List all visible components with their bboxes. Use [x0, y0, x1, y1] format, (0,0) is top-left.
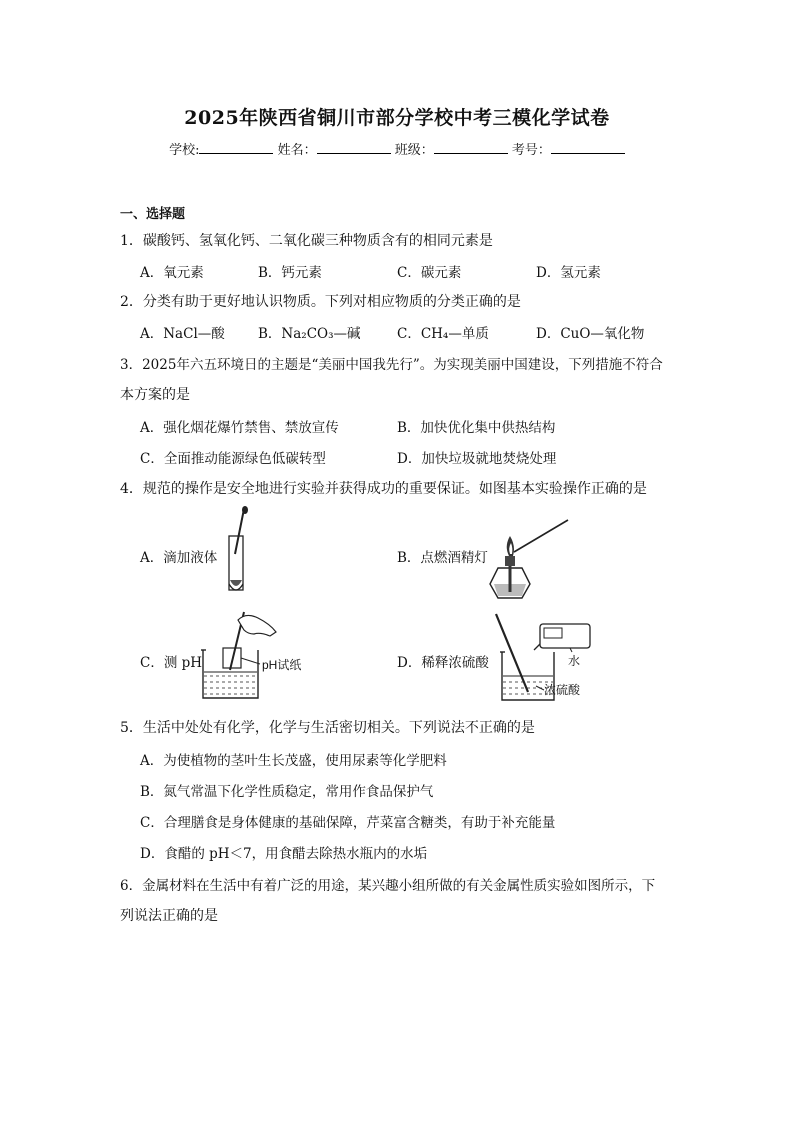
q3-option-a: A．强化烟花爆竹禁售、禁放宣传: [140, 420, 339, 436]
dilute-acid-figure: [488, 610, 602, 706]
q2-option-a: A．NaCl—酸: [140, 326, 225, 342]
q5-option-a: A．为使植物的茎叶生长茂盛，使用尿素等化学肥料: [140, 753, 447, 769]
lamp-wick-holder: [505, 556, 515, 566]
name-label: 姓名：: [277, 143, 317, 158]
question-1-stem: 1．碳酸钙、氢氧化钙、二氧化碳三种物质含有的相同元素是: [120, 233, 493, 249]
glass-rod: [496, 614, 528, 692]
dropper-bulb: [242, 506, 248, 514]
question-6-stem-line1: 6．金属材料在生活中有着广泛的用途，某兴趣小组所做的有关金属性质实验如图所示，下: [120, 878, 656, 894]
q1-option-b: B．钙元素: [258, 265, 322, 281]
lighting-stick: [514, 520, 568, 552]
ph-test-figure: [198, 610, 314, 704]
school-blank: [199, 141, 273, 154]
dropper-test-tube-figure: [218, 506, 258, 598]
q5-option-c: C．合理膳食是身体健康的基础保障，芹菜富含糖类，有助于补充能量: [140, 815, 556, 831]
q1-option-d: D．氢元素: [536, 265, 601, 281]
q3-option-d: D．加快垃圾就地焚烧处理: [397, 451, 557, 467]
q1-option-a: A．氧元素: [140, 265, 204, 281]
alcohol-lamp-figure: [480, 516, 572, 604]
school-label: 学校:: [169, 143, 200, 158]
question-3-stem-line2: 本方案的是: [120, 387, 190, 403]
class-blank: [434, 141, 508, 154]
exam-no-blank: [551, 141, 625, 154]
q2-option-c: C．CH₄—单质: [397, 326, 489, 342]
exam-no-label: 考号：: [511, 143, 551, 158]
q5-option-b: B．氮气常温下化学性质稳定，常用作食品保护气: [140, 784, 434, 800]
q5-option-d: D．食醋的 pH＜7，用食醋去除热水瓶内的水垢: [140, 846, 428, 862]
section-heading: 一、选择题: [120, 207, 186, 222]
test-tube-liquid: [230, 580, 242, 586]
q2-option-b: B．Na₂CO₃—碱: [258, 326, 361, 342]
q3-option-b: B．加快优化集中供热结构: [397, 420, 556, 436]
q2-option-d: D．CuO—氧化物: [536, 326, 645, 342]
conc-acid-label: 浓硫酸: [544, 683, 581, 697]
q4-option-d: D．稀释浓硫酸: [397, 655, 489, 671]
student-info-row: [0, 139, 794, 158]
question-4-stem: 4．规范的操作是安全地进行实验并获得成功的重要保证。如图基本实验操作正确的是: [120, 481, 647, 497]
ph-paper-label: pH试纸: [262, 658, 302, 672]
question-5-stem: 5．生活中处处有化学，化学与生活密切相关。下列说法不正确的是: [120, 720, 535, 736]
q4-option-c: C．测 pH: [140, 655, 203, 671]
q1-option-c: C．碳元素: [397, 265, 462, 281]
water-label: 水: [568, 654, 581, 668]
q4-option-b: B．点燃酒精灯: [397, 550, 488, 566]
class-label: 班级：: [394, 143, 434, 158]
q4-option-a: A．滴加液体: [140, 550, 218, 566]
question-2-stem: 2．分类有助于更好地认识物质。下列对相应物质的分类正确的是: [120, 294, 521, 310]
exam-title: 2025年陕西省铜川市部分学校中考三模化学试卷: [184, 107, 610, 129]
name-blank: [317, 141, 391, 154]
q3-option-c: C．全面推动能源绿色低碳转型: [140, 451, 326, 467]
question-6-stem-line2: 列说法正确的是: [120, 908, 218, 924]
question-3-stem-line1: 3．2025年六五环境日的主题是“美丽中国我先行”。为实现美丽中国建设，下列措施不符合: [120, 357, 663, 373]
hand-icon: [238, 615, 276, 636]
